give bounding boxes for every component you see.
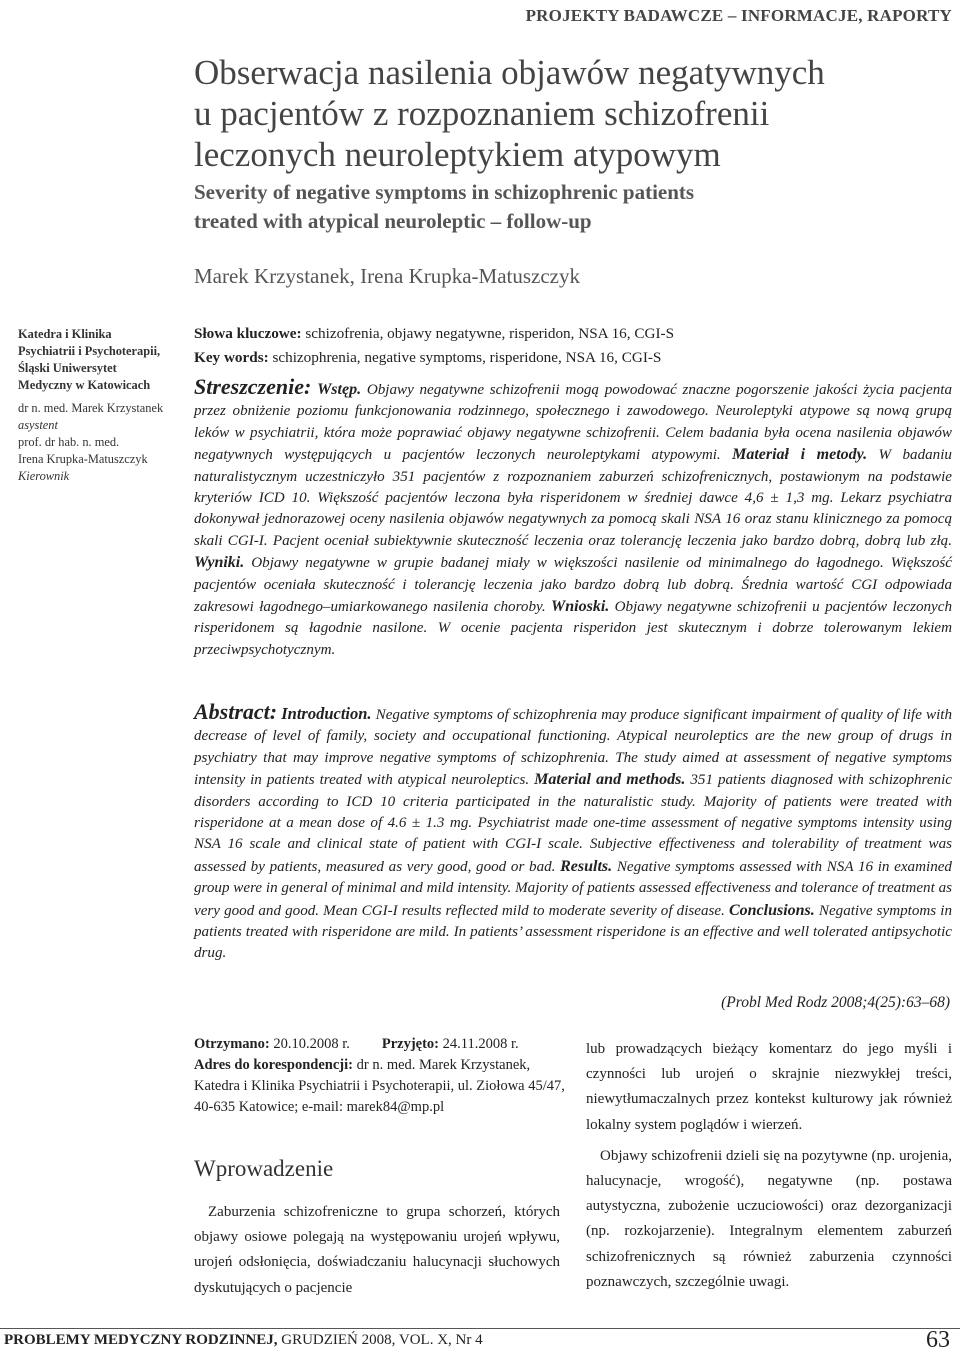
abstract-text: Objawy negatywne schizofrenii u pacjentów leczonych risperidonem są łagodnie nasilone. W ocenie pacjenta risperidon jest skutecznym i dobrze tolerowanym lekiem przeciwpsychotycznym. (194, 599, 952, 658)
address-text: dr n. med. Marek Krzystanek, Katedra i Klinika Psychiatrii i Psychoterapii, ul. Ziołowa 45/47, 40-635 Katowice; e-mail: marek84@mp.pl (194, 1057, 565, 1115)
keywords-english-label: Key words: (194, 349, 269, 366)
author2-role: Kierownik (18, 469, 70, 483)
page-number: 63 (926, 1327, 950, 1353)
section-heading: Wstęp. (317, 381, 362, 398)
section-heading: Materiał i metody. (732, 446, 868, 464)
section-heading-intro: Wprowadzenie (194, 1156, 334, 1181)
received-label: Otrzymano: (194, 1036, 270, 1052)
abstract-polish (194, 376, 952, 661)
section-heading: Conclusions. (728, 901, 815, 919)
title-polish-line: leczonych neuroleptykiem atypowym (194, 135, 721, 174)
received-date: 20.10.2008 r. (269, 1036, 350, 1052)
affiliation-line: Medyczny w Katowicach (18, 378, 151, 392)
section-heading: Wyniki. (194, 554, 245, 572)
accepted-label: Przyjęto: (381, 1036, 440, 1052)
keywords-english-text: schizophrenia, negative symptoms, risperidone, NSA 16, CGI-S (268, 349, 662, 366)
author1-name: dr n. med. Marek Krzystanek (18, 401, 164, 415)
affiliation-line: Śląski Uniwersytet (18, 361, 117, 375)
received-info (194, 1034, 566, 1118)
title-polish-line: u pacjentów z rozpoznaniem schizofrenii (194, 94, 770, 133)
title-polish-line: Obserwacja nasilenia objawów negatywnych (194, 53, 825, 92)
title-english-line: treated with atypical neuroleptic – follow-up (194, 209, 592, 233)
affiliation-sidebar (18, 326, 183, 485)
abstract-polish-heading: Streszczenie: (194, 374, 312, 399)
paragraph: Objawy schizofrenii dzieli się na pozytywne (np. urojenia, halucynacje, wrogość), negatywne (np. postawa autystyczna, zubożenie uczuciowości) oraz dezorganizacji (np. rozkojarzenie). Integralnym elementem zaburzeń schizofrenicznych są również zaburzenia czynności poznawczych, szczególnie uwagi. (586, 1147, 952, 1290)
section-heading: Introduction. (281, 704, 372, 723)
title-english-line: Severity of negative symptoms in schizophrenic patients (194, 180, 695, 204)
citation: (Probl Med Rodz 2008;4(25):63–68) (721, 994, 950, 1011)
accepted-date: 24.11.2008 r. (439, 1036, 519, 1052)
paragraph: Zaburzenia schizofreniczne to grupa schorzeń, których objawy osiowe polegają na występowaniu urojeń wpływu, urojeń odsłonięcia, doświadczaniu halucynacji słuchowych dyskutujących o pacjencie (194, 1204, 560, 1296)
abstract-text: Negative symptoms assessed with NSA 16 in examined group were in general of minimal and mild intensity. Majority of patients assessed effectiveness and tolerance of treatment as very good and good. Mean CGI-I results reflected mild to moderate severity of disease. (194, 858, 952, 919)
author2-name: prof. dr hab. n. med. (18, 435, 120, 449)
title-polish (194, 52, 944, 175)
abstract-text: W badaniu naturalistycznym uczestniczyło 351 pacjentów z rozpoznaniem zaburzeń schizofrenicznych, postawionym na podstawie kryteriów ICD 10. Większość pacjentów leczona była risperidonem w średniej dawce 4,6 ± 1,3 mg. Lekarz psychiatra dokonywał jednorazowej oceny nasilenia objawów negatywnych za pomocą skali NSA 16 oraz stanu klinicznego za pomocą skali CGI-I. Pacjent oceniał subiektywnie skuteczność leczenia oraz tolerancję leczenia jako bardzo dobrą, dobrą lub złą. (194, 447, 952, 549)
keywords-polish-label: Słowa kluczowe: (194, 325, 302, 342)
footer-rule (0, 1328, 960, 1329)
abstract-english (194, 701, 952, 965)
body-column-left (194, 1200, 560, 1301)
keywords-polish-text: schizofrenia, objawy negatywne, risperidon, NSA 16, CGI-S (301, 325, 675, 342)
section-heading: Wnioski. (551, 598, 610, 616)
keywords-english (194, 348, 661, 368)
section-heading: Results. (560, 857, 613, 875)
section-label: PROJEKTY BADAWCZE – INFORMACJE, RAPORTY (525, 6, 952, 25)
abstract-text: Objawy negatywne w grupie badanej miały w większości nasilenie od minimalnego do łagodnego. Większość pacjentów oceniała skuteczność i tolerancję leczenia jako bardzo dobrą lub dobrą. Średnia wartość CGI odpowiada zakresowi łagodnego–umiarkowanego nasilenia choroby. (194, 555, 952, 616)
paragraph: lub prowadzących bieżący komentarz do jego myśli i czynności lub urojeń o skrajnie niezwykłej treści, niewytłumaczalnych przez kontekst kulturowy jak również lokalny system poglądów i wierzeń. (586, 1041, 952, 1133)
abstract-english-heading: Abstract: (194, 699, 278, 724)
keywords-polish (194, 324, 674, 344)
author2-name: Irena Krupka-Matuszczyk (18, 452, 148, 466)
affiliation-line: Psychiatrii i Psychoterapii, (18, 344, 161, 358)
abstract-text: Objawy negatywne schizofrenii mogą powodować znaczne pogorszenie jakości życia pacjenta przez obniżenie poziomu funkcjonowania rodzinnego, społecznego i zawodowego. Neuroleptyki atypowe są nową grupą leków w psychiatrii, która może poprawiać objawy negatywne schizofrenii. Celem badania była ocena nasilenia objawów negatywnych występujących u pacjentów leczonych neuroleptykami atypowymi. (194, 382, 952, 464)
abstract-text: Negative symptoms of schizophrenia may produce significant impairment of quality of life with decrease of level of family, society and occupational functioning. Atypical neuroleptics are the new group of drugs in psychiatry that may improve negative symptoms of schizophrenia. The study aimed at assessment of negative symptoms intensity in patients treated with atypical neuroleptics. (194, 707, 952, 789)
footer-issue: GRUDZIEŃ 2008, VOL. X, Nr 4 (277, 1332, 483, 1348)
abstract-text: Negative symptoms in patients treated with risperidone are mild. In patients’ assessment risperidone is an effective and well tolerated antipsychotic drug. (194, 902, 952, 962)
body-column-right (586, 1037, 952, 1295)
address-label: Adres do korespondencji: (194, 1057, 353, 1073)
authors: Marek Krzystanek, Irena Krupka-Matuszczyk (194, 264, 580, 288)
footer-journal-name: PROBLEMY MEDYCZNY RODZINNEJ, (4, 1332, 278, 1348)
abstract-text: 351 patients diagnosed with schizophrenic disorders according to ICD 10 criteria participated in the naturalistic study. Majority of patients were treated with risperidone at a mean dose of 4.6 ± 1.3 mg. Psychiatrist made one-time assessment of negative symptoms intensity using NSA 16 scale and clinical state of patient with CGI-I scale. Subjective effectiveness and tolerability of treatment was assessed by patients, measured as very good, good or bad. (194, 772, 952, 875)
section-heading: Material and methods. (534, 771, 686, 789)
footer-journal (4, 1332, 483, 1349)
title-english (194, 178, 944, 236)
author1-role: asystent (18, 418, 58, 432)
affiliation-line: Katedra i Klinika (18, 327, 112, 341)
